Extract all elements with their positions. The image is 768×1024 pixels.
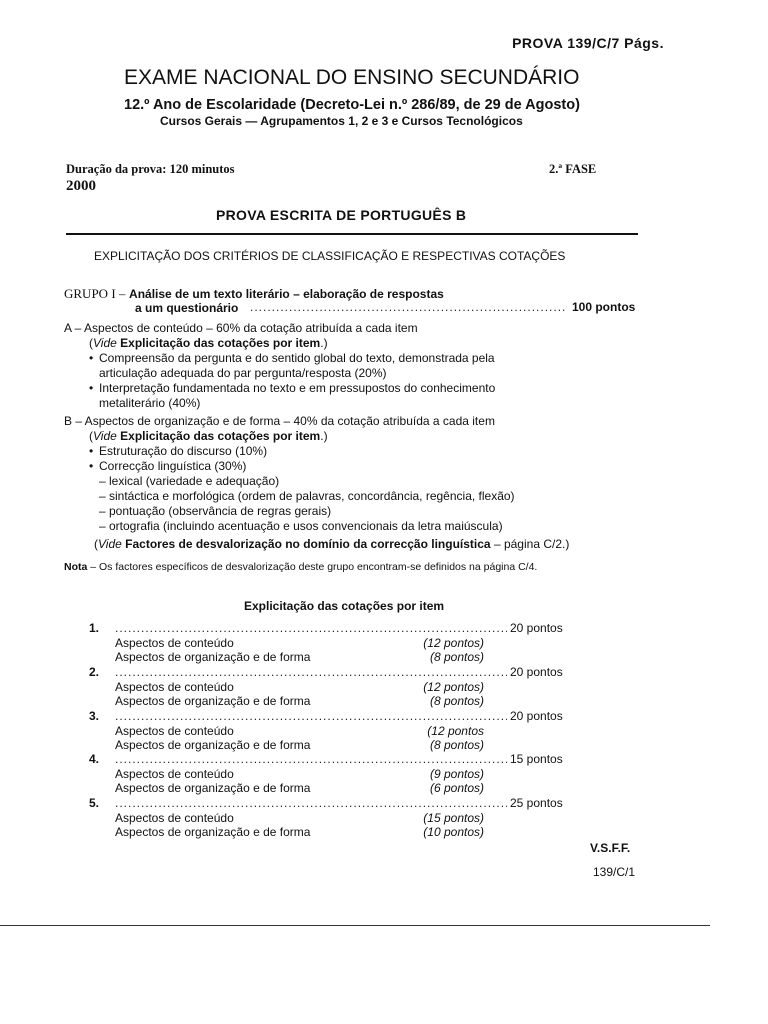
section-b xyxy=(64,414,515,534)
item-leader-dots xyxy=(115,709,507,723)
nota-line xyxy=(64,561,537,573)
list-item: – lexical (variedade e adequação) xyxy=(99,474,280,488)
form-points: (6 pontos) xyxy=(429,781,484,795)
list-item: • Correcção linguística (30%) xyxy=(99,459,515,474)
content-label: Aspectos de conteúdo xyxy=(115,767,234,781)
paren-open: ( xyxy=(89,429,93,443)
page-number: 139/C/1 xyxy=(593,865,636,879)
content-label: Aspectos de conteúdo xyxy=(115,811,234,825)
item-number: 5. xyxy=(89,796,100,810)
vide-word: Vide xyxy=(93,336,117,350)
item-leader-dots xyxy=(115,665,507,679)
content-points: (15 pontos) xyxy=(423,811,484,825)
bullet-line: metaliterário (40%) xyxy=(99,396,201,410)
item-number: 1. xyxy=(89,621,100,635)
nota-label: Nota xyxy=(64,561,88,573)
factores-end: – página C/2.) xyxy=(493,537,570,551)
paren-close: .) xyxy=(320,429,328,443)
prova-code: PROVA 139/C/7 Págs. xyxy=(512,35,664,51)
item-total: 20 pontos xyxy=(510,709,563,723)
exam-subject-title: PROVA ESCRITA DE PORTUGUÊS B xyxy=(216,207,467,223)
item-number: 4. xyxy=(89,752,100,766)
section-b-sublist xyxy=(64,474,515,534)
form-label: Aspectos de organização e de forma xyxy=(115,650,311,664)
items-heading: Explicitação das cotações por item xyxy=(244,599,445,613)
paren-open: ( xyxy=(89,336,93,350)
list-item xyxy=(99,351,495,381)
vide-bold-ref: Explicitação das cotações por item xyxy=(120,336,321,350)
year: 2000 xyxy=(66,178,96,194)
form-label: Aspectos de organização e de forma xyxy=(115,781,311,795)
section-a xyxy=(64,321,495,411)
section-b-line1: B – Aspectos de organização e de forma – 40% da cotação atribuída a cada item xyxy=(64,414,495,428)
section-a-vide xyxy=(64,336,495,351)
form-points: (8 pontos) xyxy=(429,650,484,664)
list-item: • Estruturação do discurso (10%) xyxy=(99,444,515,459)
item-number: 2. xyxy=(89,665,100,679)
form-points: (8 pontos) xyxy=(429,738,484,752)
section-b-vide xyxy=(64,429,515,444)
list-item: – ortografia (incluindo acentuação e usos convencionais da letra maiúscula) xyxy=(99,519,503,533)
form-label: Aspectos de organização e de forma xyxy=(115,694,311,708)
section-b-bullets xyxy=(64,444,515,474)
vide-word: Vide xyxy=(98,537,122,551)
content-label: Aspectos de conteúdo xyxy=(115,680,234,694)
form-points: (8 pontos) xyxy=(429,694,484,708)
factores-bold-ref: Factores de desvalorização no domínio da correcção linguística xyxy=(125,537,491,551)
item-leader-dots xyxy=(115,621,507,635)
vsff: V.S.F.F. xyxy=(590,841,631,855)
bullet-line: • Interpretação fundamentada no texto e em pressupostos do conhecimento xyxy=(99,381,496,395)
grupo-prefix: GRUPO I – xyxy=(64,286,126,301)
paren-open: ( xyxy=(94,537,98,551)
item-total: 20 pontos xyxy=(510,621,563,635)
section-a-bullets xyxy=(64,351,495,411)
header-divider xyxy=(66,233,638,235)
grupo-points: 100 pontos xyxy=(572,300,636,314)
item-leader-dots xyxy=(115,796,507,810)
section-a-line1: A – Aspectos de conteúdo – 60% da cotação atribuída a cada item xyxy=(64,321,418,335)
item-total: 20 pontos xyxy=(510,665,563,679)
bottom-rule xyxy=(0,925,710,926)
content-points: (9 pontos) xyxy=(429,767,484,781)
content-label: Aspectos de conteúdo xyxy=(115,636,234,650)
bullet-line: • Compreensão da pergunta e do sentido global do texto, demonstrada pela xyxy=(99,351,495,365)
item-total: 15 pontos xyxy=(510,752,563,766)
vide-bold-ref: Explicitação das cotações por item xyxy=(120,429,321,443)
criteria-heading: EXPLICITAÇÃO DOS CRITÉRIOS DE CLASSIFICAÇÃO E RESPECTIVAS COTAÇÕES xyxy=(94,249,566,263)
factores-line xyxy=(94,537,569,551)
phase: 2.ª FASE xyxy=(549,162,597,176)
courses-line: Cursos Gerais — Agrupamentos 1, 2 e 3 e Cursos Tecnológicos xyxy=(160,114,523,128)
vide-word: Vide xyxy=(93,429,117,443)
item-leader-dots xyxy=(115,752,507,766)
form-label: Aspectos de organização e de forma xyxy=(115,825,311,839)
bullet-line: articulação adequada do par pergunta/resposta (20%) xyxy=(99,366,387,380)
exam-subtitle: 12.º Ano de Escolaridade (Decreto-Lei n.º 286/89, de 29 de Agosto) xyxy=(124,97,580,113)
item-number: 3. xyxy=(89,709,100,723)
content-points: (12 pontos xyxy=(427,724,484,738)
paren-close: .) xyxy=(320,336,328,350)
nota-text: – Os factores específicos de desvalorização deste grupo encontram-se definidos na página C/4. xyxy=(87,561,538,573)
grupo-line1: Análise de um texto literário – elaboração de respostas xyxy=(129,287,444,301)
grupo-line2: a um questionário xyxy=(135,301,239,315)
content-points: (12 pontos) xyxy=(423,636,484,650)
list-item xyxy=(99,381,495,411)
list-item: – sintáctica e morfológica (ordem de palavras, concordância, regência, flexão) xyxy=(99,489,515,503)
item-total: 25 pontos xyxy=(510,796,563,810)
grupo-leader-dots xyxy=(250,300,566,314)
duration: Duração da prova: 120 minutos xyxy=(66,162,235,176)
content-points: (12 pontos) xyxy=(423,680,484,694)
exam-title: EXAME NACIONAL DO ENSINO SECUNDÁRIO xyxy=(124,66,580,89)
form-label: Aspectos de organização e de forma xyxy=(115,738,311,752)
list-item: – pontuação (observância de regras gerais) xyxy=(99,504,332,518)
content-label: Aspectos de conteúdo xyxy=(115,724,234,738)
form-points: (10 pontos) xyxy=(423,825,484,839)
